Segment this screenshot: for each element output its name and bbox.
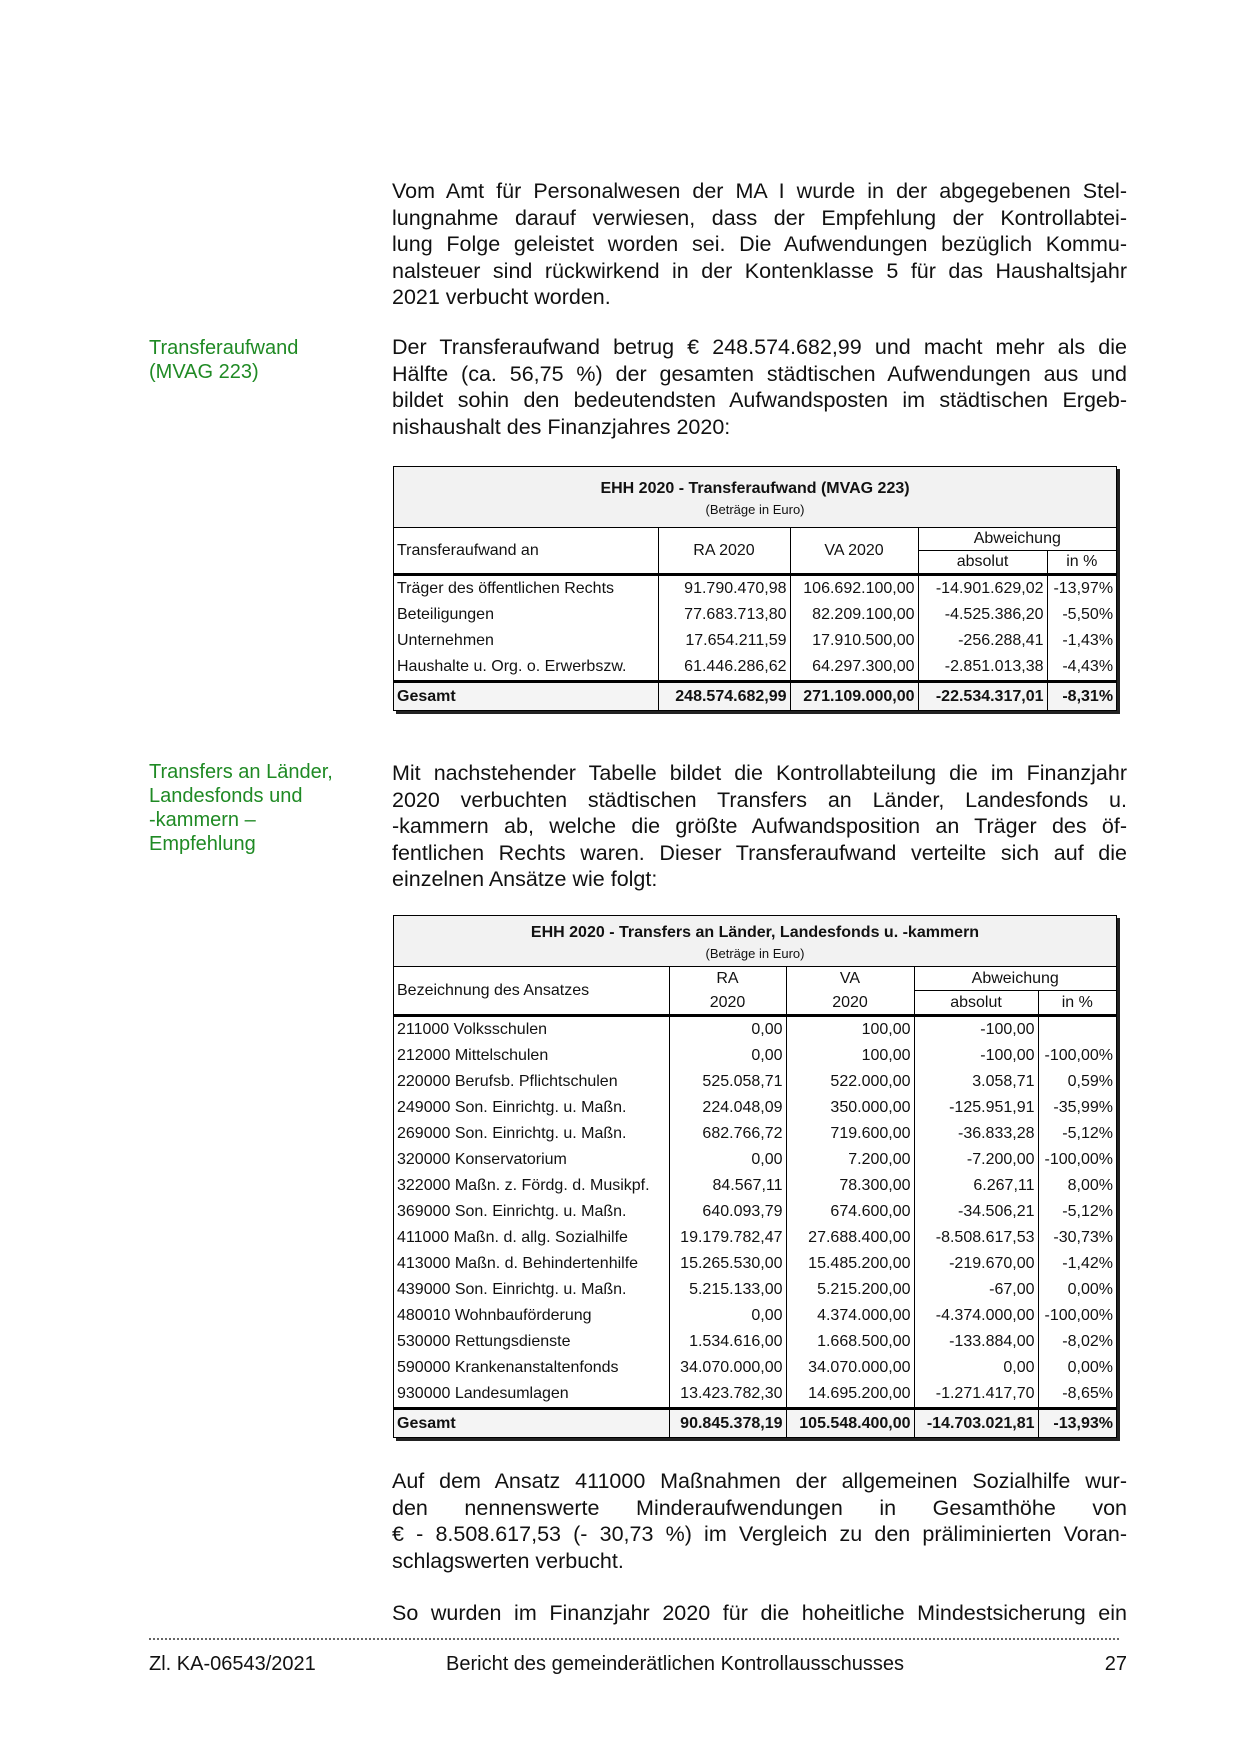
text-line: nishaushalt des Finanzjahres 2020: [392, 414, 731, 439]
column-header: Transferaufwand an [394, 528, 658, 575]
cell-label: 249000 Son. Einrichtg. u. Maßn. [397, 1099, 627, 1116]
table-row [394, 575, 1116, 603]
cell-pct: 0,00% [1038, 1277, 1116, 1303]
cell-ra: 19.179.782,47 [669, 1225, 786, 1251]
text-line: Vom Amt für Personalwesen der MA I wurde in der abgegebenen Stel- [392, 179, 1127, 203]
column-group-header: Abweichung [914, 967, 1116, 991]
cell-abs: -100,00 [914, 1016, 1038, 1044]
cell-pct: 8,00% [1038, 1173, 1116, 1199]
cell-ra: 0,00 [669, 1303, 786, 1329]
cell-pct: -13,93% [1038, 1409, 1116, 1438]
column-header: 2020 [786, 991, 914, 1016]
closing-paragraph [392, 1468, 1127, 1574]
cell-ra: 5.215.133,00 [669, 1277, 786, 1303]
text-line: den nennenswerte Minderaufwendungen in Gesamthöhe von [392, 1495, 1127, 1520]
cell-va: 34.070.000,00 [786, 1355, 914, 1381]
cell-label: Haushalte u. Org. o. Erwerbszw. [397, 658, 627, 675]
table-row [394, 1173, 1116, 1199]
table-row [394, 602, 1116, 628]
side-label-line: Transfers an Länder, [149, 761, 333, 783]
text-line: bildet sohin den bedeutendsten Aufwandsposten im städtischen Ergeb- [392, 388, 1127, 413]
cell-label: 369000 Son. Einrichtg. u. Maßn. [397, 1203, 627, 1220]
cell-va: 522.000,00 [786, 1069, 914, 1095]
cell-va: 100,00 [786, 1016, 914, 1044]
text-line: einzelnen Ansätze wie folgt: [392, 867, 658, 892]
cell-label: Träger des öffentlichen Rechts [397, 580, 615, 597]
side-label-line: (MVAG 223) [149, 361, 259, 383]
cell-va: 7.200,00 [786, 1147, 914, 1173]
table-total-row [394, 1409, 1116, 1438]
cell-va: 64.297.300,00 [790, 654, 918, 682]
table-row [394, 1277, 1116, 1303]
cell-va: 100,00 [786, 1043, 914, 1069]
side-label-transferaufwand [149, 336, 369, 384]
side-label-line: Empfehlung [149, 833, 256, 855]
intro-paragraph [392, 178, 1127, 311]
cell-ra: 34.070.000,00 [669, 1355, 786, 1381]
column-header: VA 2020 [790, 528, 918, 575]
table-row [394, 1329, 1116, 1355]
table-row [394, 1225, 1116, 1251]
cell-ra: 1.534.616,00 [669, 1329, 786, 1355]
cell-label: 930000 Landesumlagen [397, 1385, 569, 1402]
cell-label: 480010 Wohnbauförderung [397, 1307, 592, 1324]
column-header: in % [1047, 551, 1116, 575]
cell-pct: -30,73% [1038, 1225, 1116, 1251]
cell-label: 220000 Berufsb. Pflichtschulen [397, 1073, 618, 1090]
cell-label: Unternehmen [397, 632, 494, 649]
table-row [394, 628, 1116, 654]
cell-va: 17.910.500,00 [790, 628, 918, 654]
table-row [394, 1381, 1116, 1409]
column-header: Bezeichnung des Ansatzes [394, 967, 669, 1016]
cell-pct: -5,12% [1038, 1121, 1116, 1147]
side-label-line: -kammern – [149, 809, 256, 831]
table-row [394, 1016, 1116, 1044]
cell-label: 439000 Son. Einrichtg. u. Maßn. [397, 1281, 627, 1298]
cell-ra: 77.683.713,80 [658, 602, 790, 628]
cell-pct: -8,02% [1038, 1329, 1116, 1355]
cell-pct: -100,00% [1038, 1043, 1116, 1069]
cell-label: 322000 Maßn. z. Fördg. d. Musikpf. [397, 1177, 650, 1194]
table-title-cell [394, 467, 1116, 528]
cell-va: 82.209.100,00 [790, 602, 918, 628]
cell-ra: 248.574.682,99 [658, 682, 790, 711]
footer-divider [149, 1638, 1119, 1640]
cell-ra: 0,00 [669, 1043, 786, 1069]
cell-va: 271.109.000,00 [790, 682, 918, 711]
column-header: RA [669, 967, 786, 991]
table-transferaufwand [393, 466, 1117, 711]
cell-label: Gesamt [394, 682, 658, 711]
cell-ra: 682.766,72 [669, 1121, 786, 1147]
cell-abs: -7.200,00 [914, 1147, 1038, 1173]
text-line: Hälfte (ca. 56,75 %) der gesamten städtischen Aufwendungen aus und [392, 361, 1127, 386]
cell-label: 269000 Son. Einrichtg. u. Maßn. [397, 1125, 627, 1142]
cell-label: 413000 Maßn. d. Behindertenhilfe [397, 1255, 639, 1272]
text-line: 2021 verbucht worden. [392, 285, 611, 310]
cell-label: 212000 Mittelschulen [397, 1047, 549, 1064]
cell-label: 590000 Krankenanstaltenfonds [397, 1359, 619, 1376]
cell-abs: -14.703.021,81 [914, 1409, 1038, 1438]
text-line: Der Transferaufwand betrug € 248.574.682,99 und macht mehr als die [392, 335, 1127, 359]
cell-abs: -256.288,41 [918, 628, 1047, 654]
cell-pct: -4,43% [1047, 654, 1116, 682]
cell-ra: 90.845.378,19 [669, 1409, 786, 1438]
column-header: absolut [914, 991, 1038, 1016]
cell-ra: 0,00 [669, 1147, 786, 1173]
cell-ra: 15.265.530,00 [669, 1251, 786, 1277]
cell-ra: 640.093,79 [669, 1199, 786, 1225]
cell-label: 320000 Konservatorium [397, 1151, 567, 1168]
cell-pct: 0,59% [1038, 1069, 1116, 1095]
cell-pct: -1,42% [1038, 1251, 1116, 1277]
text-line: € - 8.508.617,53 (- 30,73 %) im Vergleich zu den präliminierten Voran- [392, 1522, 1127, 1547]
cell-ra: 84.567,11 [669, 1173, 786, 1199]
cell-label: 211000 Volksschulen [397, 1021, 548, 1038]
column-group-header: Abweichung [918, 528, 1116, 551]
cell-abs: 6.267,11 [914, 1173, 1038, 1199]
column-header: in % [1038, 991, 1116, 1016]
cell-abs: -133.884,00 [914, 1329, 1038, 1355]
cell-abs: -67,00 [914, 1277, 1038, 1303]
text-line: lungnahme darauf verwiesen, dass der Empfehlung der Kontrollabtei- [392, 205, 1127, 230]
table-row [394, 1355, 1116, 1381]
cell-abs: 3.058,71 [914, 1069, 1038, 1095]
table-title: EHH 2020 - Transfers an Länder, Landesfonds u. -kammern [530, 924, 980, 941]
cell-abs: -8.508.617,53 [914, 1225, 1038, 1251]
cell-pct: -13,97% [1047, 575, 1116, 603]
section2-paragraph [392, 760, 1127, 893]
cell-ra: 525.058,71 [669, 1069, 786, 1095]
table-subtitle: (Beträge in Euro) [705, 502, 805, 517]
section1-paragraph [392, 334, 1127, 440]
table-row [394, 1121, 1116, 1147]
cell-abs: 0,00 [914, 1355, 1038, 1381]
cell-ra: 0,00 [669, 1016, 786, 1044]
cell-abs: -4.525.386,20 [918, 602, 1047, 628]
cell-ra: 61.446.286,62 [658, 654, 790, 682]
cell-va: 78.300,00 [786, 1173, 914, 1199]
table-subtitle: (Beträge in Euro) [705, 946, 805, 961]
cell-abs: -22.534.317,01 [918, 682, 1047, 711]
cell-ra: 17.654.211,59 [658, 628, 790, 654]
cell-va: 106.692.100,00 [790, 575, 918, 603]
cell-va: 1.668.500,00 [786, 1329, 914, 1355]
cell-abs: -36.833,28 [914, 1121, 1038, 1147]
cell-va: 14.695.200,00 [786, 1381, 914, 1409]
cell-va: 15.485.200,00 [786, 1251, 914, 1277]
side-label-transfers-laender [149, 760, 369, 856]
cell-pct: -5,50% [1047, 602, 1116, 628]
cell-pct: -100,00% [1038, 1147, 1116, 1173]
cell-abs: -2.851.013,38 [918, 654, 1047, 682]
table-row [394, 1069, 1116, 1095]
cell-va: 5.215.200,00 [786, 1277, 914, 1303]
continuation-paragraph [392, 1600, 1127, 1627]
cell-ra: 13.423.782,30 [669, 1381, 786, 1409]
cell-abs: -14.901.629,02 [918, 575, 1047, 603]
cell-pct: -35,99% [1038, 1095, 1116, 1121]
cell-va: 105.548.400,00 [786, 1409, 914, 1438]
cell-abs: -100,00 [914, 1043, 1038, 1069]
table-row [394, 654, 1116, 682]
text-line: -kammern ab, welche die größte Aufwandsposition an Träger des öf- [392, 814, 1127, 839]
footer-title: Bericht des gemeinderätlichen Kontrollausschusses [446, 1653, 905, 1675]
cell-abs: -4.374.000,00 [914, 1303, 1038, 1329]
side-label-line: Landesfonds und [149, 785, 303, 807]
table-row [394, 1303, 1116, 1329]
column-header: RA 2020 [658, 528, 790, 575]
cell-abs: -219.670,00 [914, 1251, 1038, 1277]
column-header: absolut [918, 551, 1047, 575]
cell-abs: -34.506,21 [914, 1199, 1038, 1225]
column-header: VA [786, 967, 914, 991]
table-row [394, 1095, 1116, 1121]
cell-pct: -8,31% [1047, 682, 1116, 711]
cell-label: Gesamt [394, 1409, 669, 1438]
page-number: 27 [1104, 1653, 1127, 1675]
column-header: 2020 [669, 991, 786, 1016]
cell-va: 350.000,00 [786, 1095, 914, 1121]
text-line: fentlichen Rechts waren. Dieser Transferaufwand verteilte sich auf die [392, 840, 1127, 865]
cell-ra: 91.790.470,98 [658, 575, 790, 603]
table-row [394, 1043, 1116, 1069]
cell-pct: -1,43% [1047, 628, 1116, 654]
text-line: Mit nachstehender Tabelle bildet die Kontrollabteilung die im Finanzjahr [392, 761, 1127, 785]
cell-label: 530000 Rettungsdienste [397, 1333, 571, 1350]
footer-reference: Zl. KA-06543/2021 [149, 1653, 316, 1675]
cell-va: 4.374.000,00 [786, 1303, 914, 1329]
text-line: So wurden im Finanzjahr 2020 für die hoheitliche Mindestsicherung ein [392, 1601, 1127, 1625]
table-transfers-laender [393, 915, 1117, 1438]
cell-va: 27.688.400,00 [786, 1225, 914, 1251]
table-total-row [394, 682, 1116, 711]
text-line: Auf dem Ansatz 411000 Maßnahmen der allgemeinen Sozialhilfe wur- [392, 1469, 1127, 1493]
cell-pct: -8,65% [1038, 1381, 1116, 1409]
cell-pct: -100,00% [1038, 1303, 1116, 1329]
cell-abs: -125.951,91 [914, 1095, 1038, 1121]
text-line: 2020 verbuchten städtischen Transfers an Länder, Landesfonds u. [392, 787, 1127, 812]
cell-label: 411000 Maßn. d. allg. Sozialhilfe [397, 1229, 628, 1246]
table-row [394, 1251, 1116, 1277]
cell-pct: -5,12% [1038, 1199, 1116, 1225]
text-line: lung Folge geleistet worden sei. Die Aufwendungen bezüglich Kommu- [392, 232, 1127, 257]
side-label-line: Transferaufwand [149, 337, 299, 359]
cell-pct: 0,00% [1038, 1355, 1116, 1381]
text-line: schlagswerten verbucht. [392, 1548, 624, 1573]
cell-va: 674.600,00 [786, 1199, 914, 1225]
text-line: nalsteuer sind rückwirkend in der Kontenklasse 5 für das Haushaltsjahr [392, 258, 1127, 283]
table-title-cell [394, 916, 1116, 967]
cell-abs: -1.271.417,70 [914, 1381, 1038, 1409]
cell-label: Beteiligungen [397, 606, 494, 623]
table-row [394, 1199, 1116, 1225]
cell-pct [1038, 1016, 1116, 1044]
cell-va: 719.600,00 [786, 1121, 914, 1147]
table-row [394, 1147, 1116, 1173]
cell-ra: 224.048,09 [669, 1095, 786, 1121]
table-title: EHH 2020 - Transferaufwand (MVAG 223) [600, 480, 910, 497]
